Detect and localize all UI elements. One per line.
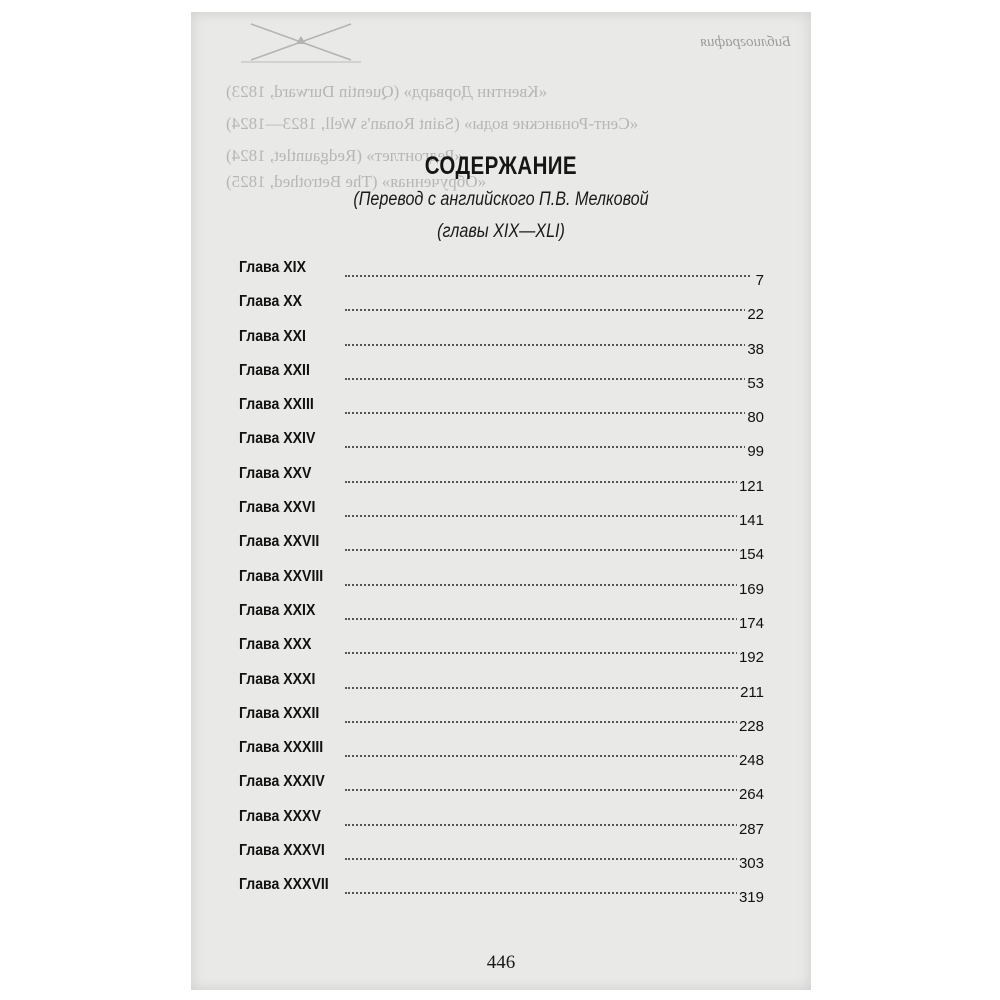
chapter-label: Глава XXXIV bbox=[239, 773, 325, 791]
page-number: 22 bbox=[747, 306, 764, 324]
toc-list bbox=[239, 255, 764, 907]
chapter-label: Глава XXXV bbox=[239, 807, 321, 825]
page-number: 211 bbox=[740, 683, 764, 701]
page-number: 248 bbox=[738, 752, 764, 770]
page-number: 264 bbox=[738, 786, 764, 804]
toc-header bbox=[191, 152, 811, 245]
dot-leader bbox=[345, 344, 750, 346]
page-number: 38 bbox=[747, 340, 764, 358]
chapter-label: Глава XXXIII bbox=[239, 739, 324, 757]
toc-entry bbox=[239, 392, 764, 426]
dot-leader bbox=[345, 755, 750, 757]
dot-leader bbox=[345, 721, 750, 723]
toc-entry bbox=[239, 289, 764, 323]
dot-leader bbox=[345, 618, 750, 620]
chapter-label: Глава XXXII bbox=[239, 704, 320, 722]
page-number: 53 bbox=[747, 374, 764, 392]
page-number: 141 bbox=[738, 512, 764, 530]
chapter-label: Глава XXX bbox=[239, 636, 312, 654]
page-number: 319 bbox=[738, 889, 764, 907]
toc-entry bbox=[239, 461, 764, 495]
chapter-label: Глава XXV bbox=[239, 464, 312, 482]
chapter-label: Глава XXXI bbox=[239, 670, 316, 688]
toc-subtitle-line-2: (главы XIX—XLI) bbox=[437, 221, 565, 242]
chapter-label: Глава XXIII bbox=[239, 396, 314, 414]
chapter-label: Глава XXIX bbox=[239, 601, 316, 619]
toc-title: СОДЕРЖАНИЕ bbox=[424, 152, 578, 180]
dot-leader bbox=[345, 892, 750, 894]
page-number: 192 bbox=[738, 649, 764, 667]
chapter-label: Глава XX bbox=[239, 293, 303, 311]
toc-entry bbox=[239, 769, 764, 803]
page-number: 7 bbox=[755, 272, 764, 289]
chapter-label: Глава XIX bbox=[239, 259, 306, 276]
folio-page-number: 446 bbox=[486, 952, 516, 973]
toc-entry bbox=[239, 838, 764, 872]
page-number: 174 bbox=[738, 614, 764, 632]
chapter-label: Глава XXIV bbox=[239, 430, 316, 448]
toc-entry bbox=[239, 529, 764, 563]
page-number: 169 bbox=[738, 580, 764, 598]
toc-entry bbox=[239, 324, 764, 358]
chapter-label: Глава XXI bbox=[239, 327, 306, 345]
page-number: 80 bbox=[747, 409, 764, 427]
bleed-through-line: «Квентин Дорвард» (Quentin Durward, 1823) bbox=[226, 82, 548, 101]
dot-leader bbox=[345, 275, 750, 277]
dot-leader bbox=[345, 412, 750, 414]
bleed-through-line: «Сент-Ронанские воды» (Saint Ronan's Well, 1823—1824) bbox=[226, 114, 639, 133]
dot-leader bbox=[345, 584, 750, 586]
dot-leader bbox=[345, 824, 750, 826]
chapter-label: Глава XXII bbox=[239, 361, 310, 379]
dot-leader bbox=[345, 549, 750, 551]
chapter-label: Глава XXXVI bbox=[239, 842, 325, 860]
toc-entry bbox=[239, 495, 764, 529]
dot-leader bbox=[345, 789, 750, 791]
page-number: 99 bbox=[747, 443, 764, 461]
bleed-through-line: «Обрученная» (The Betrothed, 1825) bbox=[226, 172, 487, 191]
crossed-swords-ornament bbox=[241, 16, 361, 68]
chapter-label: Глава XXVIII bbox=[239, 567, 324, 585]
chapter-label: Глава XXVII bbox=[239, 533, 320, 551]
toc-entry bbox=[239, 632, 764, 666]
dot-leader bbox=[345, 481, 750, 483]
toc-entry bbox=[239, 735, 764, 769]
dot-leader bbox=[345, 378, 750, 380]
page-number: 303 bbox=[738, 855, 764, 873]
chapter-label: Глава XXVI bbox=[239, 499, 316, 517]
page-number: 228 bbox=[738, 717, 764, 735]
page-number: 154 bbox=[738, 546, 764, 564]
bleed-through-line: «Редгонтлет» (Redgauntlet, 1824) bbox=[226, 146, 464, 165]
toc-entry bbox=[239, 358, 764, 392]
dot-leader bbox=[345, 687, 750, 689]
book-page bbox=[191, 12, 811, 990]
toc-subtitle-line-1: (Перевод с английского П.В. Мелковой bbox=[353, 189, 649, 210]
toc-entry bbox=[239, 255, 764, 289]
toc-entry bbox=[239, 598, 764, 632]
toc-entry bbox=[239, 564, 764, 598]
dot-leader bbox=[345, 446, 750, 448]
toc-entry bbox=[239, 426, 764, 460]
dot-leader bbox=[345, 309, 750, 311]
dot-leader bbox=[345, 652, 750, 654]
toc-entry bbox=[239, 667, 764, 701]
toc-entry bbox=[239, 872, 764, 906]
toc-entry bbox=[239, 804, 764, 838]
bleed-through-running-head: Библиография bbox=[699, 34, 791, 50]
dot-leader bbox=[345, 515, 750, 517]
toc-entry bbox=[239, 701, 764, 735]
page-number: 121 bbox=[738, 477, 764, 495]
chapter-label: Глава XXXVII bbox=[239, 876, 329, 894]
dot-leader bbox=[345, 858, 750, 860]
page-number: 287 bbox=[738, 820, 764, 838]
